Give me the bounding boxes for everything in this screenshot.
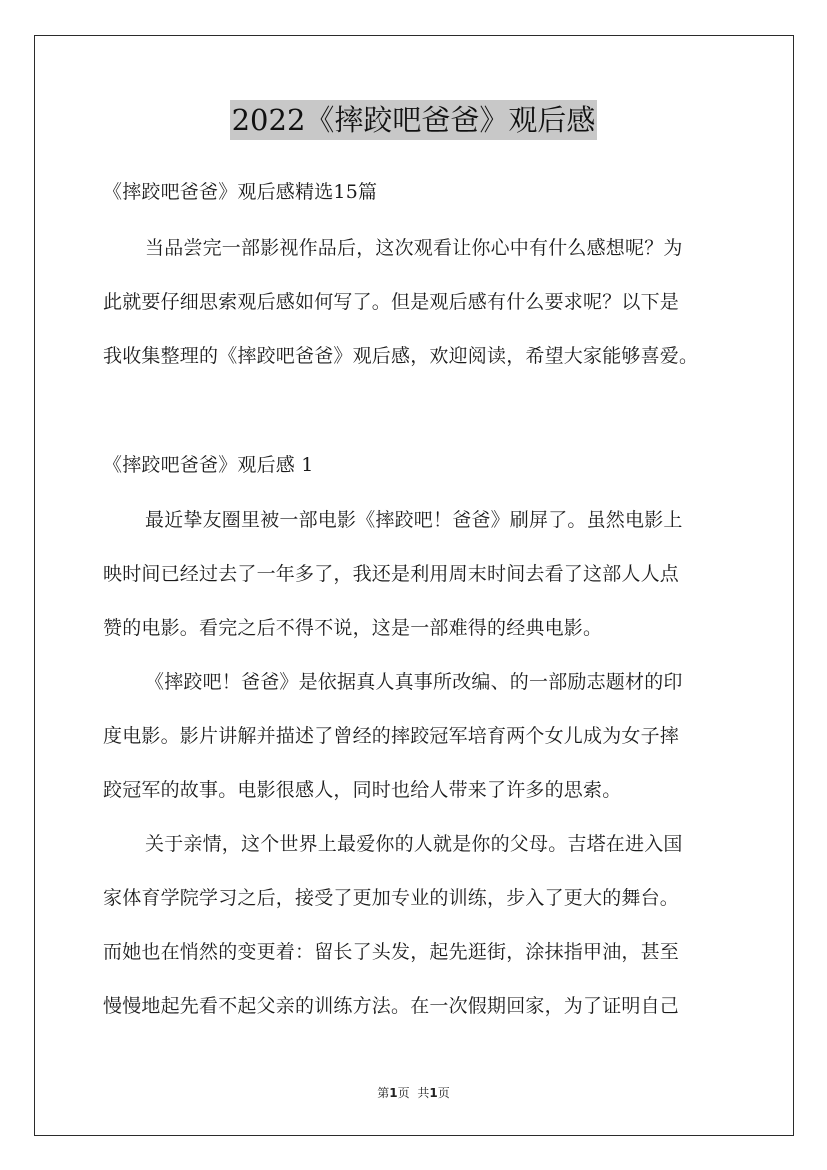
paragraph2-line-3: 跤冠军的故事。电影很感人，同时也给人带来了许多的思索。 bbox=[103, 779, 622, 801]
intro-line-2: 此就要仔细思索观后感如何写了。但是观后感有什么要求呢？以下是 bbox=[103, 291, 680, 313]
total-pages: 1 bbox=[429, 1086, 438, 1100]
page-number: 1 bbox=[389, 1086, 398, 1100]
section-heading: 《摔跤吧爸爸》观后感 1 bbox=[103, 454, 314, 476]
paragraph3-line-3: 而她也在悄然的变更着：留长了头发，起先逛街，涂抹指甲油，甚至 bbox=[103, 941, 680, 963]
document-subtitle: 《摔跤吧爸爸》观后感精选15篇 bbox=[103, 181, 378, 203]
paragraph2-line-2: 度电影。影片讲解并描述了曾经的摔跤冠军培育两个女儿成为女子摔 bbox=[103, 725, 680, 747]
total-label: 共 bbox=[417, 1086, 430, 1100]
paragraph2-line-1: 《摔跤吧！爸爸》是依据真人真事所改编、的一部励志题材的印 bbox=[145, 671, 683, 693]
page-footer bbox=[0, 1084, 827, 1101]
paragraph1-line-3: 赞的电影。看完之后不得不说，这是一部难得的经典电影。 bbox=[103, 617, 603, 639]
total-suffix: 页 bbox=[437, 1086, 450, 1100]
page-label: 第 bbox=[377, 1086, 390, 1100]
intro-line-1: 当品尝完一部影视作品后，这次观看让你心中有什么感想呢？为 bbox=[145, 237, 683, 259]
page-suffix: 页 bbox=[397, 1086, 410, 1100]
paragraph3-line-4: 慢慢地起先看不起父亲的训练方法。在一次假期回家，为了证明自己 bbox=[103, 995, 680, 1017]
paragraph1-line-2: 映时间已经过去了一年多了，我还是利用周末时间去看了这部人人点 bbox=[103, 563, 680, 585]
paragraph3-line-1: 关于亲情，这个世界上最爱你的人就是你的父母。吉塔在进入国 bbox=[145, 833, 683, 855]
title-container bbox=[0, 100, 827, 140]
paragraph1-line-1: 最近挚友圈里被一部电影《摔跤吧！爸爸》刷屏了。虽然电影上 bbox=[145, 509, 683, 531]
paragraph3-line-2: 家体育学院学习之后，接受了更加专业的训练，步入了更大的舞台。 bbox=[103, 887, 680, 909]
intro-line-3: 我收集整理的《摔跤吧爸爸》观后感，欢迎阅读，希望大家能够喜爱。 bbox=[103, 345, 699, 367]
document-title: 2022《摔跤吧爸爸》观后感 bbox=[230, 100, 598, 140]
